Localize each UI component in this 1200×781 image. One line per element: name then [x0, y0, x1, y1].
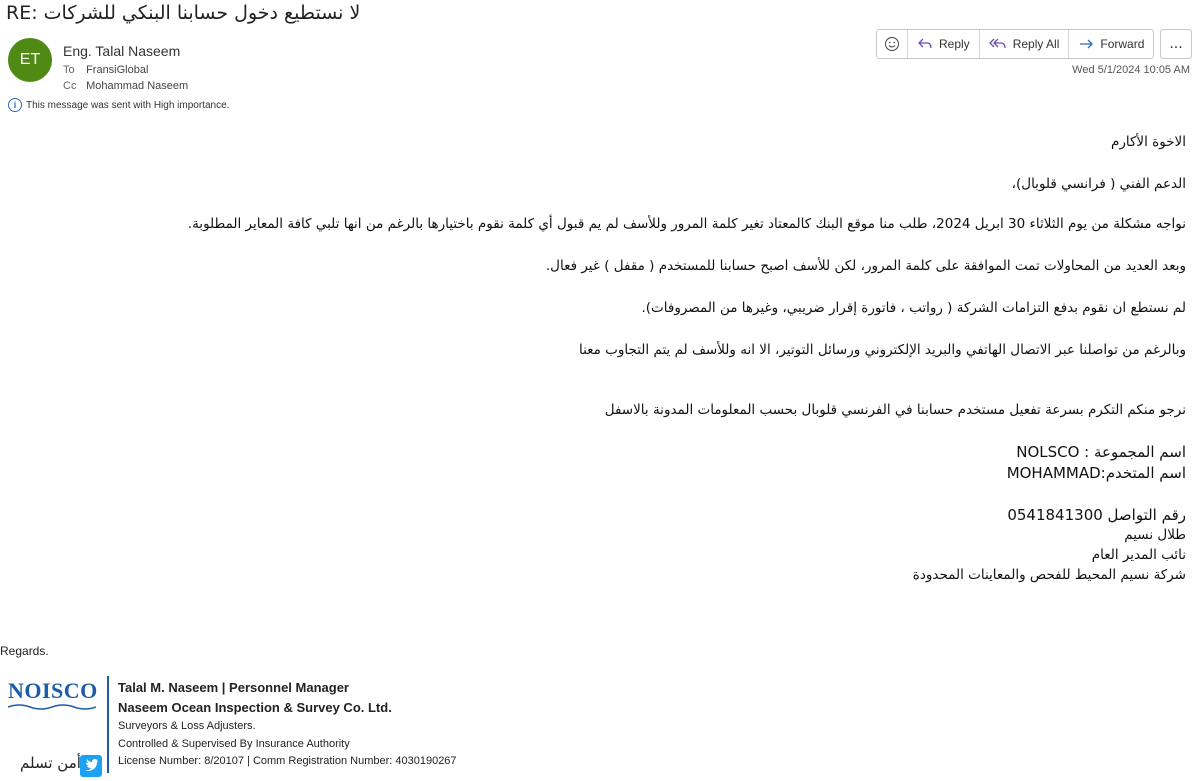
- sent-date: Wed 5/1/2024 10:05 AM: [1072, 64, 1190, 76]
- company-arabic: شركة نسيم المحيط للفحص والمعاينات المحدودة: [912, 567, 1186, 583]
- forward-label: Forward: [1100, 37, 1145, 51]
- reply-all-button[interactable]: [980, 30, 1070, 58]
- sender-name[interactable]: Eng. Talal Naseem: [63, 43, 181, 59]
- info-icon: i: [8, 98, 22, 112]
- signature-line-2: Controlled & Supervised By Insurance Authority: [118, 738, 350, 750]
- company-logo: NOISCO: [8, 678, 98, 703]
- signature-line-3: License Number: 8/20107 | Comm Registration Number: 4030190267: [118, 755, 457, 767]
- twitter-icon[interactable]: [80, 755, 102, 777]
- paragraph-5: نرجو منكم التكرم بسرعة تفعيل مستخدم حسابنا في الفرنسي قلوبال بحسب المعلومات المدونة بالاسفل: [604, 402, 1186, 418]
- reply-all-label: Reply All: [1012, 37, 1060, 51]
- emoji-reaction-button[interactable]: [877, 30, 908, 58]
- reply-all-icon: [989, 37, 1007, 51]
- paragraph-1: نواجه مشكلة من يوم الثلاثاء 30 ابريل 2024، طلب منا موقع البنك كالمعتاد تغير كلمة المرور وللأسف لم يم قبول أي كلمة نقوم باختيارها بالرغم من انها تلبي كافة المعاير المطلوبة.: [187, 216, 1186, 232]
- forward-button[interactable]: [1069, 30, 1153, 58]
- to-row: [63, 64, 148, 76]
- paragraph-2: وبعد العديد من المحاولات تمت الموافقة على كلمة المرور، لكن للأسف اصبح حسابنا للمستخدم ( مقفل ) غير فعال.: [545, 258, 1186, 274]
- regards: Regards.: [0, 644, 49, 658]
- group-name-line: اسم المجموعة : NOLSCO: [1016, 443, 1186, 461]
- user-name-line: اسم المتخدم:MOHAMMAD: [1006, 464, 1186, 482]
- reply-button[interactable]: [908, 30, 980, 58]
- signature-line-1: Surveyors & Loss Adjusters.: [118, 720, 256, 732]
- to-label: To: [63, 64, 75, 76]
- to-recipient[interactable]: FransiGlobal: [86, 64, 149, 76]
- cc-row: [63, 80, 188, 92]
- greeting: الاخوة الأكارم: [1110, 134, 1186, 150]
- cc-recipient[interactable]: Mohammad Naseem: [86, 80, 189, 92]
- addressee: الدعم الفني ( فرانسي قلوبال)،: [1011, 176, 1186, 192]
- paragraph-4: وبالرغم من تواصلنا عبر الاتصال الهاتفي والبريد الإلكتروني ورسائل التوتير، الا انه وللأسف لم يتم التجاوب معنا: [578, 342, 1186, 358]
- sender-avatar[interactable]: ET: [8, 38, 52, 82]
- signature-arabic-tag: أمن تسلم: [20, 754, 81, 772]
- signature-company: Naseem Ocean Inspection & Survey Co. Ltd.: [118, 700, 392, 715]
- contact-line: رقم التواصل 0541841300: [1007, 506, 1186, 524]
- logo-wave: [8, 703, 96, 711]
- reply-label: Reply: [939, 37, 970, 51]
- smiley-icon: [884, 36, 900, 52]
- cc-label: Cc: [63, 80, 77, 92]
- title-arabic: نائب المدير العام: [1091, 547, 1186, 563]
- reply-icon: [917, 37, 933, 51]
- importance-notice: [8, 98, 229, 112]
- importance-text: This message was sent with High importance.: [26, 99, 230, 111]
- forward-icon: [1078, 37, 1094, 51]
- email-subject: RE: لا نستطيع دخول حسابنا البنكي للشركات: [6, 2, 361, 24]
- paragraph-3: لم نستطع ان نقوم بدفع التزامات الشركة ( رواتب ، فاتورة إقرار ضريبي، وغيرها من المصروفات).: [641, 300, 1186, 316]
- signature-name-title: Talal M. Naseem | Personnel Manager: [118, 680, 349, 695]
- signature-divider: [107, 676, 109, 773]
- name-arabic: طلال نسيم: [1124, 527, 1186, 543]
- message-toolbar: [876, 29, 1154, 59]
- more-actions-button[interactable]: ...: [1160, 29, 1192, 59]
